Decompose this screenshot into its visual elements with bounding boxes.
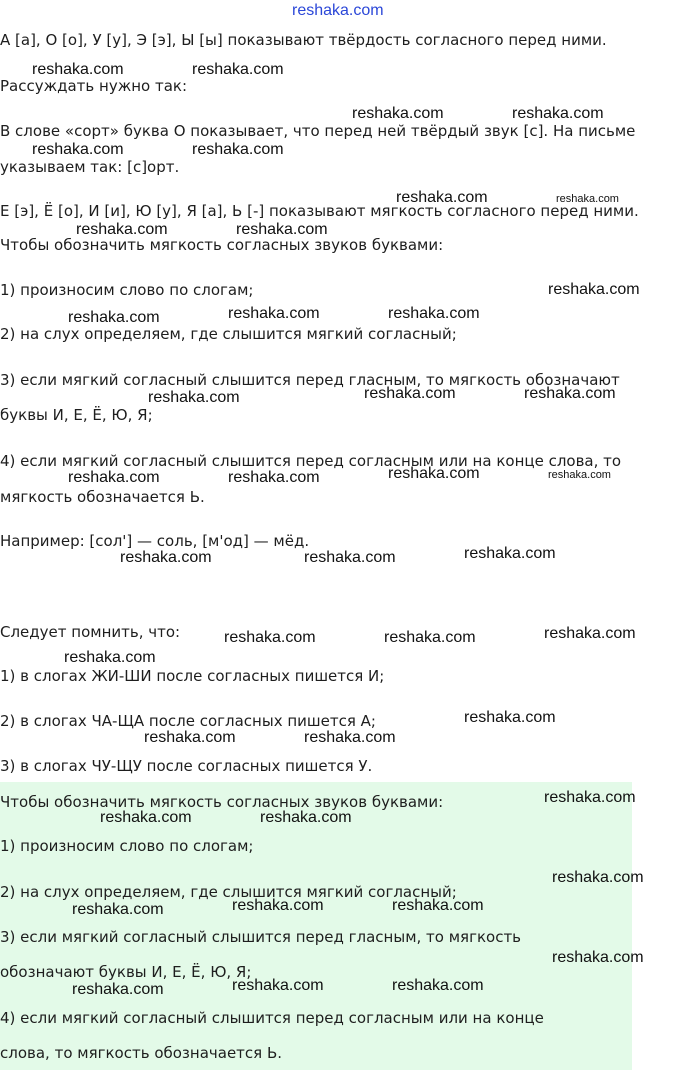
box-line: 4) если мягкий согласный слышится перед согласным или на конце xyxy=(0,1009,544,1027)
watermark: reshaka.com xyxy=(304,549,396,566)
list-item: 3) если мягкий согласный слышится перед гласным, то мягкость обозначают xyxy=(0,371,620,389)
watermark: reshaka.com xyxy=(76,221,168,238)
text-line: указываем так: [с]орт. xyxy=(0,158,180,176)
watermark: reshaka.com xyxy=(544,789,636,806)
watermark: reshaka.com xyxy=(236,221,328,238)
watermark: reshaka.com xyxy=(388,465,480,482)
header-watermark: reshaka.com xyxy=(292,2,384,19)
watermark: reshaka.com xyxy=(552,949,644,966)
watermark: reshaka.com xyxy=(228,305,320,322)
list-item: 4) если мягкий согласный слышится перед согласным или на конце слова, то xyxy=(0,452,622,470)
watermark: reshaka.com xyxy=(464,709,556,726)
list-item: 2) в слогах ЧА-ЩА после согласных пишется А; xyxy=(0,712,376,730)
watermark: reshaka.com xyxy=(260,809,352,826)
box-line: 1) произносим слово по слогам; xyxy=(0,837,254,855)
watermark: reshaka.com xyxy=(232,977,324,994)
watermark: reshaka.com xyxy=(192,61,284,78)
example-line: Например: [сол'] — соль, [м'од] — мёд. xyxy=(0,532,310,550)
watermark: reshaka.com xyxy=(68,309,160,326)
box-line: слова, то мягкость обозначается Ь. xyxy=(0,1044,283,1062)
watermark: reshaka.com xyxy=(392,977,484,994)
watermark: reshaka.com xyxy=(224,629,316,646)
box-line: 3) если мягкий согласный слышится перед гласным, то мягкость xyxy=(0,928,522,946)
text-line: Е [э], Ё [о], И [и], Ю [у], Я [а], Ь [-] показывают мягкость согласного перед ними. xyxy=(0,202,639,220)
watermark: reshaka.com xyxy=(228,469,320,486)
watermark: reshaka.com xyxy=(304,729,396,746)
watermark: reshaka.com xyxy=(548,281,640,298)
watermark: reshaka.com xyxy=(388,305,480,322)
text-line: Следует помнить, что: xyxy=(0,623,181,641)
list-item: 3) в слогах ЧУ-ЩУ после согласных пишется У. xyxy=(0,757,373,775)
watermark: reshaka.com xyxy=(120,549,212,566)
watermark: reshaka.com xyxy=(396,189,488,206)
watermark: reshaka.com xyxy=(144,729,236,746)
watermark: reshaka.com xyxy=(544,625,636,642)
watermark: reshaka.com xyxy=(556,193,619,205)
watermark: reshaka.com xyxy=(352,105,444,122)
watermark: reshaka.com xyxy=(32,141,124,158)
watermark: reshaka.com xyxy=(100,809,192,826)
list-item: 1) в слогах ЖИ-ШИ после согласных пишется И; xyxy=(0,667,385,685)
box-line: Чтобы обозначить мягкость согласных звуков буквами: xyxy=(0,793,444,811)
watermark: reshaka.com xyxy=(392,897,484,914)
watermark: reshaka.com xyxy=(548,469,611,481)
watermark: reshaka.com xyxy=(552,869,644,886)
box-line: обозначают буквы И, Е, Ё, Ю, Я; xyxy=(0,963,252,981)
list-item: буквы И, Е, Ё, Ю, Я; xyxy=(0,406,153,424)
list-item: мягкость обозначается Ь. xyxy=(0,488,205,506)
watermark: reshaka.com xyxy=(464,545,556,562)
text-line: Чтобы обозначить мягкость согласных звуков буквами: xyxy=(0,236,444,254)
watermark: reshaka.com xyxy=(72,981,164,998)
watermark: reshaka.com xyxy=(64,649,156,666)
watermark: reshaka.com xyxy=(68,469,160,486)
list-item: 2) на слух определяем, где слышится мягкий согласный; xyxy=(0,325,457,343)
watermark: reshaka.com xyxy=(192,141,284,158)
watermark: reshaka.com xyxy=(72,901,164,918)
text-line: Рассуждать нужно так: xyxy=(0,77,188,95)
watermark: reshaka.com xyxy=(364,385,456,402)
text-line: В слове «сорт» буква О показывает, что перед ней твёрдый звук [с]. На письме xyxy=(0,122,636,140)
watermark: reshaka.com xyxy=(524,385,616,402)
watermark: reshaka.com xyxy=(148,389,240,406)
watermark: reshaka.com xyxy=(512,105,604,122)
watermark: reshaka.com xyxy=(384,629,476,646)
list-item: 1) произносим слово по слогам; xyxy=(0,281,254,299)
watermark: reshaka.com xyxy=(32,61,124,78)
watermark: reshaka.com xyxy=(232,897,324,914)
text-line: А [а], О [о], У [у], Э [э], Ы [ы] показывают твёрдость согласного перед ними. xyxy=(0,31,607,49)
box-line: 2) на слух определяем, где слышится мягкий согласный; xyxy=(0,883,457,901)
